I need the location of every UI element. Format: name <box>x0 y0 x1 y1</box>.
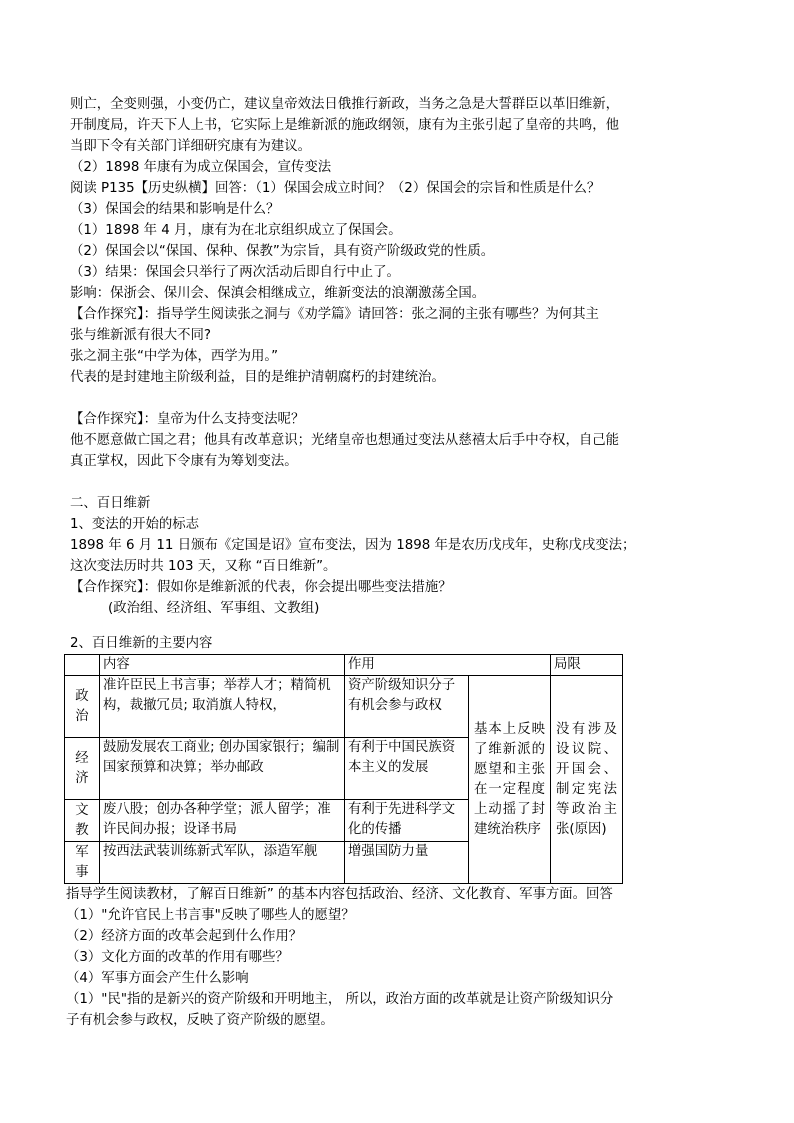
header-blank-cell <box>65 655 100 676</box>
row-category <box>65 676 100 738</box>
limitation-cell: 没有涉及设议院、开国会、制定宪法等政治主张(原因) <box>551 676 623 884</box>
groups-line: (政治组、经济组、军事组、文教组) <box>108 601 320 616</box>
category-text: 文 教 <box>75 802 89 838</box>
text-line: （3）文化方面的改革的作用有哪些？ <box>66 950 289 965</box>
text-line: 子有机会参与政权，反映了资产阶级的愿望。 <box>66 1013 334 1028</box>
document-page <box>66 94 730 1031</box>
header-limitation: 局限 <box>551 655 623 676</box>
row-effect: 有利于中国民族资本主义的发展 <box>345 738 469 800</box>
text-line: （2）经济方面的改革会起到什么作用？ <box>66 929 303 944</box>
text-line: 影响：保浙会、保川会、保滇会相继成立，维新变法的浪潮激荡全国。 <box>70 286 486 301</box>
reform-content-table <box>64 654 623 884</box>
text-line: 张与维新派有很大不同? <box>70 328 212 343</box>
after-table-paragraphs <box>66 884 730 1031</box>
text-line: 【合作探究】：指导学生阅读张之洞与《劝学篇》请回答：张之洞的主张有哪些？为何其主 <box>70 307 599 322</box>
row-category <box>65 800 100 842</box>
row-content: 鼓励发展农工商业; 创办国家银行；编制国家预算和决算；举办邮政 <box>100 738 345 800</box>
row-category <box>65 842 100 884</box>
text-line: 代表的是封建地主阶级利益，目的是维护清朝腐朽的封建统治。 <box>70 370 445 385</box>
table-row <box>65 676 623 738</box>
blank-line <box>70 619 730 633</box>
text-line: 真正掌权，因此下令康有为筹划变法。 <box>70 454 298 469</box>
text-line: 1、变法的开始的标志 <box>70 517 200 532</box>
row-effect: 增强国防力量 <box>345 842 469 884</box>
text-line: 则亡，全变则强，小变仍亡，建议皇帝效法日俄推行新政，当务之急是大誓群臣以革旧维新， <box>70 97 620 112</box>
text-line: 指导学生阅读教材，了解百日维新” 的基本内容包括政治、经济、文化教育、军事方面。回答 <box>66 887 613 902</box>
text-line: （1）1898 年 4 月，康有为在北京组织成立了保国会。 <box>70 223 402 238</box>
text-line: 二、百日维新 <box>70 496 151 511</box>
text-line: （4）军事方面会产生什么影响 <box>66 971 249 986</box>
text-line: 【合作探究】：假如你是维新派的代表，你会提出哪些变法措施？ <box>70 580 452 595</box>
intro-paragraphs <box>70 94 730 388</box>
text-line: 这次变法历时共 103 天，又称 “百日维新”。 <box>70 559 337 574</box>
text-line: 张之洞主张“中学为体，西学为用。” <box>70 349 279 364</box>
text-line: （1）"民"指的是新兴的资产阶级和开明地主， 所以，政治方面的改革就是让资产阶级知识分 <box>66 992 614 1007</box>
header-content: 内容 <box>100 655 345 676</box>
category-text: 军 事 <box>75 844 89 880</box>
blank-line <box>70 388 730 409</box>
text-line: （1）"允许官民上书言事"反映了哪些人的愿望？ <box>66 908 355 923</box>
text-line: 他不愿意做亡国之君；他具有改革意识；光绪皇帝也想通过变法从慈禧太后手中夺权，自己能 <box>70 433 620 448</box>
row-effect: 资产阶级知识分子有机会参与政权 <box>345 676 469 738</box>
text-line: （3）保国会的结果和影响是什么？ <box>70 202 280 217</box>
category-text: 政 治 <box>75 688 89 724</box>
category-text: 经 济 <box>75 750 89 786</box>
text-line: 阅读 P135【历史纵横】回答：（1）保国会成立时间？（2）保国会的宗旨和性质是什么？ <box>70 181 601 196</box>
text-line: （2）保国会以“保国、保种、保教”为宗旨，具有资产阶级政党的性质。 <box>70 244 495 259</box>
text-line: 开制度局，许天下人上书，它实际上是维新派的施政纲领，康有为主张引起了皇帝的共鸣，他 <box>70 118 620 133</box>
table-header-row <box>65 655 623 676</box>
emperor-discussion <box>70 409 730 472</box>
header-effect: 作用 <box>345 655 551 676</box>
row-content: 废八股；创办各种学堂；派人留学；准许民间办报；设译书局 <box>100 800 345 842</box>
row-content: 按西法武装训练新式军队，添造军舰 <box>100 842 345 884</box>
row-effect: 有利于先进科学文化的传播 <box>345 800 469 842</box>
blank-line <box>70 472 730 493</box>
hundred-days-section <box>70 493 730 598</box>
text-line: 【合作探究】：皇帝为什么支持变法呢？ <box>70 412 305 427</box>
table-title: 2、百日维新的主要内容 <box>70 636 213 651</box>
text-line: 当即下令有关部门详细研究康有为建议。 <box>70 139 312 154</box>
row-category <box>65 738 100 800</box>
reflection-cell: 基本上反映了维新派的愿望和主张在一定程度上动摇了封建统治秩序 <box>469 676 551 884</box>
row-content: 准许臣民上书言事；举荐人才；精简机构，裁撤冗员; 取消旗人特权， <box>100 676 345 738</box>
text-line: （2）1898 年康有为成立保国会，宣传变法 <box>70 160 332 175</box>
text-line: （3）结果：保国会只举行了两次活动后即自行中止了。 <box>70 265 400 280</box>
text-line: 1898 年 6 月 11 日颁布《定国是诏》宣布变法，因为 1898 年是农历戊戌年，史称戊戌变法； <box>70 538 636 553</box>
